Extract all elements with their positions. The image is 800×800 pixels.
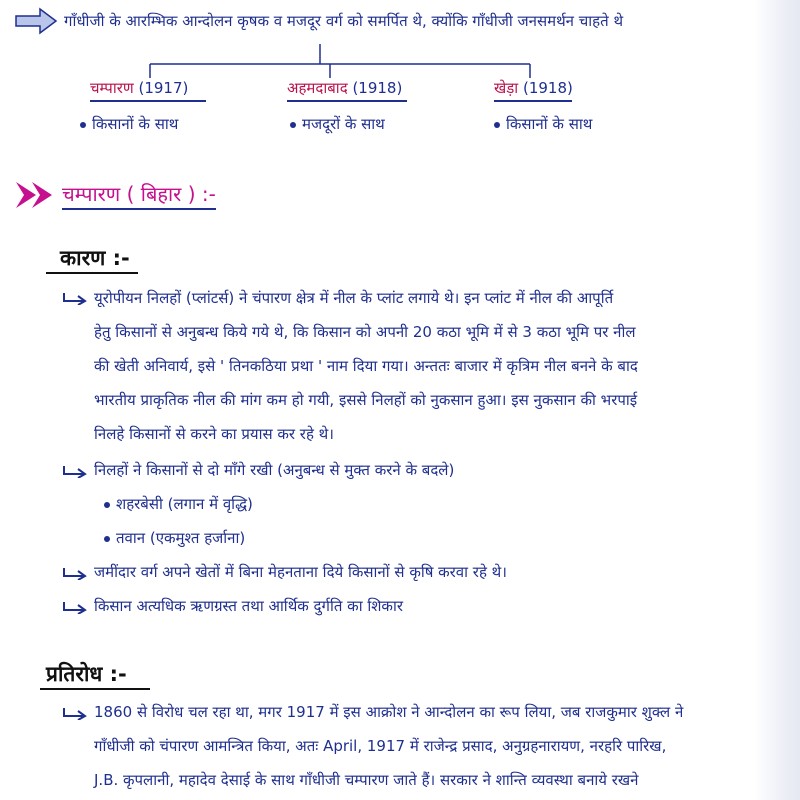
- demand-2: [104, 528, 245, 548]
- node-champaran: [90, 78, 188, 98]
- node-champaran-underline: [90, 100, 206, 102]
- resistance-heading-underline: [40, 688, 150, 690]
- reason-1-line-4: भारतीय प्राकृतिक नील की मांग कम हो गयी, इससे निलहों को नुकसान हुआ। इस नुकसान की भरपाई: [94, 391, 638, 409]
- movements-tree: [0, 0, 800, 150]
- node-ahmedabad-title: अहमदाबाद: [287, 79, 348, 97]
- double-chevron-icon: [14, 178, 60, 212]
- hook-arrow-icon: [62, 706, 90, 720]
- node-ahmedabad-underline: [287, 100, 407, 102]
- node-champaran-title: चम्पारण: [90, 79, 134, 97]
- bullet-dot-icon: [494, 122, 500, 128]
- hook-arrow-icon: [62, 600, 90, 614]
- reason-3-text: जमींदार वर्ग अपने खेतों में बिना मेहनताना दिये किसानों से कृषि करवा रहे थे।: [94, 563, 507, 581]
- demand-1: [104, 494, 253, 514]
- node-champaran-year: (1917): [138, 79, 189, 97]
- section-title: चम्पारण ( बिहार ) :-: [62, 180, 216, 210]
- node-ahmedabad-year: (1918): [352, 79, 403, 97]
- node-champaran-note-text: किसानों के साथ: [92, 115, 179, 133]
- node-ahmedabad-note-text: मजदूरों के साथ: [302, 115, 385, 133]
- node-kheda-note: [494, 114, 592, 134]
- reason-1-line-5: निलहे किसानों से करने का प्रयास कर रहे थे।: [94, 425, 334, 443]
- node-kheda-note-text: किसानों के साथ: [506, 115, 593, 133]
- reason-1-line-2: हेतु किसानों से अनुबन्ध किये गये थे, कि किसान को अपनी 20 कठा भूमि में से 3 कठा भूमि पर नील: [94, 323, 636, 341]
- bullet-dot-icon: [104, 502, 110, 508]
- bullet-dot-icon: [104, 536, 110, 542]
- hook-arrow-icon: [62, 464, 90, 478]
- reason-4-text: किसान अत्यधिक ऋणग्रस्त तथा आर्थिक दुर्गति का शिकार: [94, 597, 403, 615]
- reasons-heading: कारण :-: [60, 246, 130, 270]
- resistance-line-1: 1860 से विरोध चल रहा था, मगर 1917 में इस आक्रोश ने आन्दोलन का रूप लिया, जब राजकुमार शुक्ल ने: [94, 703, 684, 721]
- node-kheda-title: खेड़ा: [494, 79, 519, 97]
- reasons-heading-underline: [46, 272, 138, 274]
- node-kheda-year: (1918): [522, 79, 573, 97]
- node-champaran-note: [80, 114, 178, 134]
- section-heading: [14, 178, 216, 212]
- node-ahmedabad-note: [290, 114, 385, 134]
- hook-arrow-icon: [62, 291, 90, 305]
- intro-text: गाँधीजी के आरम्भिक आन्दोलन कृषक व मजदूर वर्ग को समर्पित थे, क्योंकि गाँधीजी जनसमर्थन चाहते थे: [64, 12, 624, 30]
- reason-1-line-1: यूरोपीयन निलहों (प्लांटर्स) ने चंपारण क्षेत्र में नील के प्लांट लगाये थे। इन प्लांट में नील की आपूर्ति: [94, 289, 614, 307]
- demand-1-text: शहरबेसी (लगान में वृद्धि): [116, 495, 253, 513]
- hook-arrow-icon: [62, 566, 90, 580]
- bullet-dot-icon: [290, 122, 296, 128]
- node-kheda-underline: [494, 100, 572, 102]
- reason-2-text: निलहों ने किसानों से दो माँगे रखी (अनुबन्ध से मुक्त करने के बदले): [94, 461, 455, 479]
- demand-2-text: तवान (एकमुश्त हर्जाना): [116, 529, 246, 547]
- reason-1-line-3: की खेती अनिवार्य, इसे ' तिनकठिया प्रथा ' नाम दिया गया। अन्ततः बाजार में कृत्रिम नील बनने के बाद: [94, 357, 638, 375]
- resistance-line-3: J.B. कृपलानी, महादेव देसाई के साथ गाँधीजी चम्पारण जाते हैं। सरकार ने शान्ति व्यवस्था बनाये रखने: [94, 771, 639, 789]
- node-ahmedabad: [287, 78, 402, 98]
- node-kheda: [494, 78, 573, 98]
- bullet-dot-icon: [80, 122, 86, 128]
- resistance-line-2: गाँधीजी को चंपारण आमन्त्रित किया, अतः April, 1917 में राजेन्द्र प्रसाद, अनुग्रहनारायण, नरहरि पारिख,: [94, 737, 667, 755]
- resistance-heading: प्रतिरोध :-: [46, 662, 127, 686]
